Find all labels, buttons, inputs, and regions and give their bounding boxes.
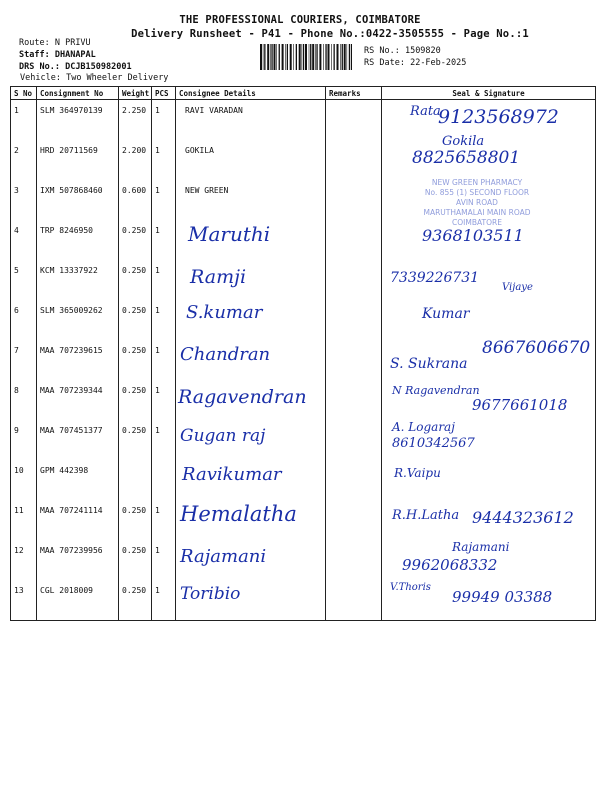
cell-sno: 13 [11, 580, 37, 621]
consignee-handwriting: Hemalatha [180, 502, 297, 526]
cell-sno: 6 [11, 300, 37, 340]
cell-sno: 4 [11, 220, 37, 260]
cell-remarks [326, 140, 382, 180]
cell-pcs: 1 [152, 580, 176, 621]
table-row [11, 340, 596, 380]
rs-date-line: RS Date: 22-Feb-2025 [364, 58, 467, 68]
table-row [11, 140, 596, 180]
consignee-text: NEW GREEN [185, 186, 229, 195]
signature-phone: 8610342567 [392, 436, 475, 451]
consignee-handwriting: Ramji [190, 266, 247, 288]
cell-consignee [176, 460, 326, 500]
col-weight-header: Weight [119, 87, 152, 100]
table-row [11, 260, 596, 300]
consignee-handwriting: Ragavendran [178, 386, 307, 408]
cell-pcs: 1 [152, 300, 176, 340]
cell-signature [382, 260, 596, 300]
cell-sno: 11 [11, 500, 37, 540]
cell-consignment-no: CGL 2018009 [37, 580, 119, 621]
col-consignment-header: Consignment No [37, 87, 119, 100]
cell-weight: 0.250 [119, 220, 152, 260]
cell-weight: 0.600 [119, 180, 152, 220]
table-row [11, 540, 596, 580]
cell-signature [382, 460, 596, 500]
table-row [11, 100, 596, 141]
cell-weight: 0.250 [119, 340, 152, 380]
rs-number-value: 1509820 [404, 46, 441, 56]
cell-sno: 9 [11, 420, 37, 460]
cell-remarks [326, 260, 382, 300]
consignee-text: GOKILA [185, 146, 214, 155]
cell-sno: 8 [11, 380, 37, 420]
cell-sno: 5 [11, 260, 37, 300]
signature-name: R.Vaipu [394, 466, 441, 480]
cell-consignment-no: GPM 442398 [37, 460, 119, 500]
route-value: N PRIVU [54, 38, 91, 48]
cell-pcs: 1 [152, 500, 176, 540]
signature-phone: 9677661018 [472, 396, 568, 414]
barcode-image [260, 44, 352, 70]
cell-signature [382, 500, 596, 540]
cell-consignment-no: MAA 707239615 [37, 340, 119, 380]
cell-consignment-no: SLM 365009262 [37, 300, 119, 340]
stamp-line: NEW GREEN PHARMACY [431, 178, 523, 187]
cell-consignee [176, 180, 326, 220]
signature-scribble: Kumar [422, 306, 470, 322]
signature-initials: Rata [410, 104, 441, 119]
cell-consignee [176, 540, 326, 580]
stamp-line: MARUTHAMALAI MAIN ROAD [423, 208, 531, 217]
cell-weight [119, 460, 152, 500]
col-remarks-header: Remarks [326, 87, 382, 100]
signature-phone: 8825658801 [412, 148, 521, 168]
stamp-line: COIMBATORE [452, 218, 502, 227]
signature-phone: 9123568972 [438, 106, 559, 128]
table-row [11, 580, 596, 621]
cell-pcs: 1 [152, 340, 176, 380]
stamp-line: No. 855 (1) SECOND FLOOR [424, 188, 530, 197]
cell-signature [382, 380, 596, 420]
col-sno-header: S No [11, 87, 37, 100]
signature-phone: 9444323612 [472, 508, 574, 527]
cell-signature [382, 220, 596, 260]
drs-value: DCJB150982001 [65, 62, 132, 72]
signature-name: R.H.Latha [392, 508, 460, 523]
signature-name: S. Sukrana [390, 356, 468, 372]
cell-consignment-no: TRP 8246950 [37, 220, 119, 260]
signature-phone: 8667606670 [482, 338, 591, 358]
table-row [11, 180, 596, 220]
route-line: Route: N PRIVU [19, 38, 91, 48]
vehicle-line: Vehicle: Two Wheeler Delivery [20, 73, 169, 83]
cell-consignee [176, 220, 326, 260]
cell-sno: 12 [11, 540, 37, 580]
rs-number-line: RS No.: 1509820 [364, 46, 441, 56]
cell-consignee [176, 300, 326, 340]
cell-weight: 2.200 [119, 140, 152, 180]
cell-consignee [176, 260, 326, 300]
table-row [11, 460, 596, 500]
cell-consignee [176, 340, 326, 380]
col-signature-header: Seal & Signature [382, 87, 596, 100]
cell-remarks [326, 340, 382, 380]
col-pcs-header: PCS [152, 87, 176, 100]
consignee-handwriting: Gugan raj [180, 426, 266, 446]
col-consignee-header: Consignee Details [176, 87, 326, 100]
signature-name: N Ragavendran [392, 384, 480, 397]
cell-weight: 0.250 [119, 260, 152, 300]
cell-pcs: 1 [152, 380, 176, 420]
table-row [11, 220, 596, 260]
cell-remarks [326, 180, 382, 220]
table-row [11, 420, 596, 460]
signature-phone: 9368103511 [422, 226, 524, 245]
cell-remarks [326, 580, 382, 621]
cell-remarks [326, 460, 382, 500]
cell-consignment-no: MAA 707241114 [37, 500, 119, 540]
signature-name: A. Logaraj [392, 420, 455, 434]
table-row [11, 300, 596, 340]
document-title: THE PROFESSIONAL COURIERS, COIMBATORE [179, 14, 421, 26]
cell-weight: 0.250 [119, 540, 152, 580]
cell-signature [382, 580, 596, 621]
cell-pcs: 1 [152, 420, 176, 460]
consignee-handwriting: Toribio [180, 584, 241, 604]
table-row [11, 380, 596, 420]
signature-phone: 9962068332 [402, 556, 498, 574]
cell-consignment-no: MAA 707239956 [37, 540, 119, 580]
cell-sno: 1 [11, 100, 37, 141]
cell-signature [382, 300, 596, 340]
cell-weight: 0.250 [119, 300, 152, 340]
consignee-handwriting: Ravikumar [182, 464, 282, 485]
cell-weight: 0.250 [119, 380, 152, 420]
signature-phone: 99949 03388 [452, 588, 553, 606]
signature-name: Rajamani [452, 540, 510, 554]
table-row [11, 500, 596, 540]
cell-pcs: 1 [152, 100, 176, 141]
consignee-text: RAVI VARADAN [185, 106, 243, 115]
document-subtitle: Delivery Runsheet - P41 - Phone No.:0422-3505555 - Page No.:1 [131, 28, 529, 40]
cell-signature [382, 134, 596, 180]
cell-sno: 10 [11, 460, 37, 500]
cell-pcs [152, 460, 176, 500]
stamp-line: AVIN ROAD [456, 198, 498, 207]
cell-remarks [326, 380, 382, 420]
cell-consignee [176, 140, 326, 180]
consignee-handwriting: Rajamani [180, 546, 267, 567]
signature-phone: 7339226731 [390, 270, 480, 286]
cell-remarks [326, 540, 382, 580]
cell-consignment-no: HRD 20711569 [37, 140, 119, 180]
consignee-handwriting: Maruthi [188, 222, 271, 246]
cell-signature [382, 420, 596, 460]
cell-consignee [176, 420, 326, 460]
signature-name: V.Thoris [390, 582, 431, 593]
staff-line: Staff: DHANAPAL [19, 50, 96, 60]
cell-consignee [176, 580, 326, 621]
table-header-row [11, 87, 596, 100]
cell-signature [382, 540, 596, 580]
cell-consignment-no: SLM 364970139 [37, 100, 119, 141]
cell-consignee [176, 100, 326, 141]
cell-remarks [326, 220, 382, 260]
cell-remarks [326, 100, 382, 141]
rs-date-value: 22-Feb-2025 [410, 58, 467, 68]
cell-remarks [326, 420, 382, 460]
cell-sno: 3 [11, 180, 37, 220]
cell-weight: 0.250 [119, 500, 152, 540]
cell-consignee [176, 380, 326, 420]
runsheet-table [10, 86, 596, 621]
staff-value: DHANAPAL [54, 50, 96, 60]
cell-consignment-no: KCM 13337922 [37, 260, 119, 300]
consignee-handwriting: Chandran [180, 344, 271, 365]
cell-sno: 7 [11, 340, 37, 380]
cell-pcs: 1 [152, 220, 176, 260]
cell-remarks [326, 500, 382, 540]
cell-pcs: 1 [152, 140, 176, 180]
cell-signature [382, 178, 596, 227]
signature-name: Gokila [442, 134, 485, 149]
cell-pcs: 1 [152, 260, 176, 300]
cell-signature [382, 100, 596, 141]
cell-remarks [326, 300, 382, 340]
cell-consignee [176, 500, 326, 540]
cell-weight: 0.250 [119, 420, 152, 460]
cell-sno: 2 [11, 140, 37, 180]
cell-consignment-no: MAA 707451377 [37, 420, 119, 460]
drs-line: DRS No.: DCJB150982001 [19, 62, 132, 72]
signature-name: Vijaye [502, 282, 533, 293]
cell-signature [382, 340, 596, 380]
cell-consignment-no: IXM 507868460 [37, 180, 119, 220]
cell-weight: 2.250 [119, 100, 152, 141]
cell-weight: 0.250 [119, 580, 152, 621]
vehicle-value: Two Wheeler Delivery [66, 73, 169, 83]
cell-pcs: 1 [152, 180, 176, 220]
cell-pcs: 1 [152, 540, 176, 580]
cell-consignment-no: MAA 707239344 [37, 380, 119, 420]
consignee-handwriting: S.kumar [186, 302, 263, 323]
